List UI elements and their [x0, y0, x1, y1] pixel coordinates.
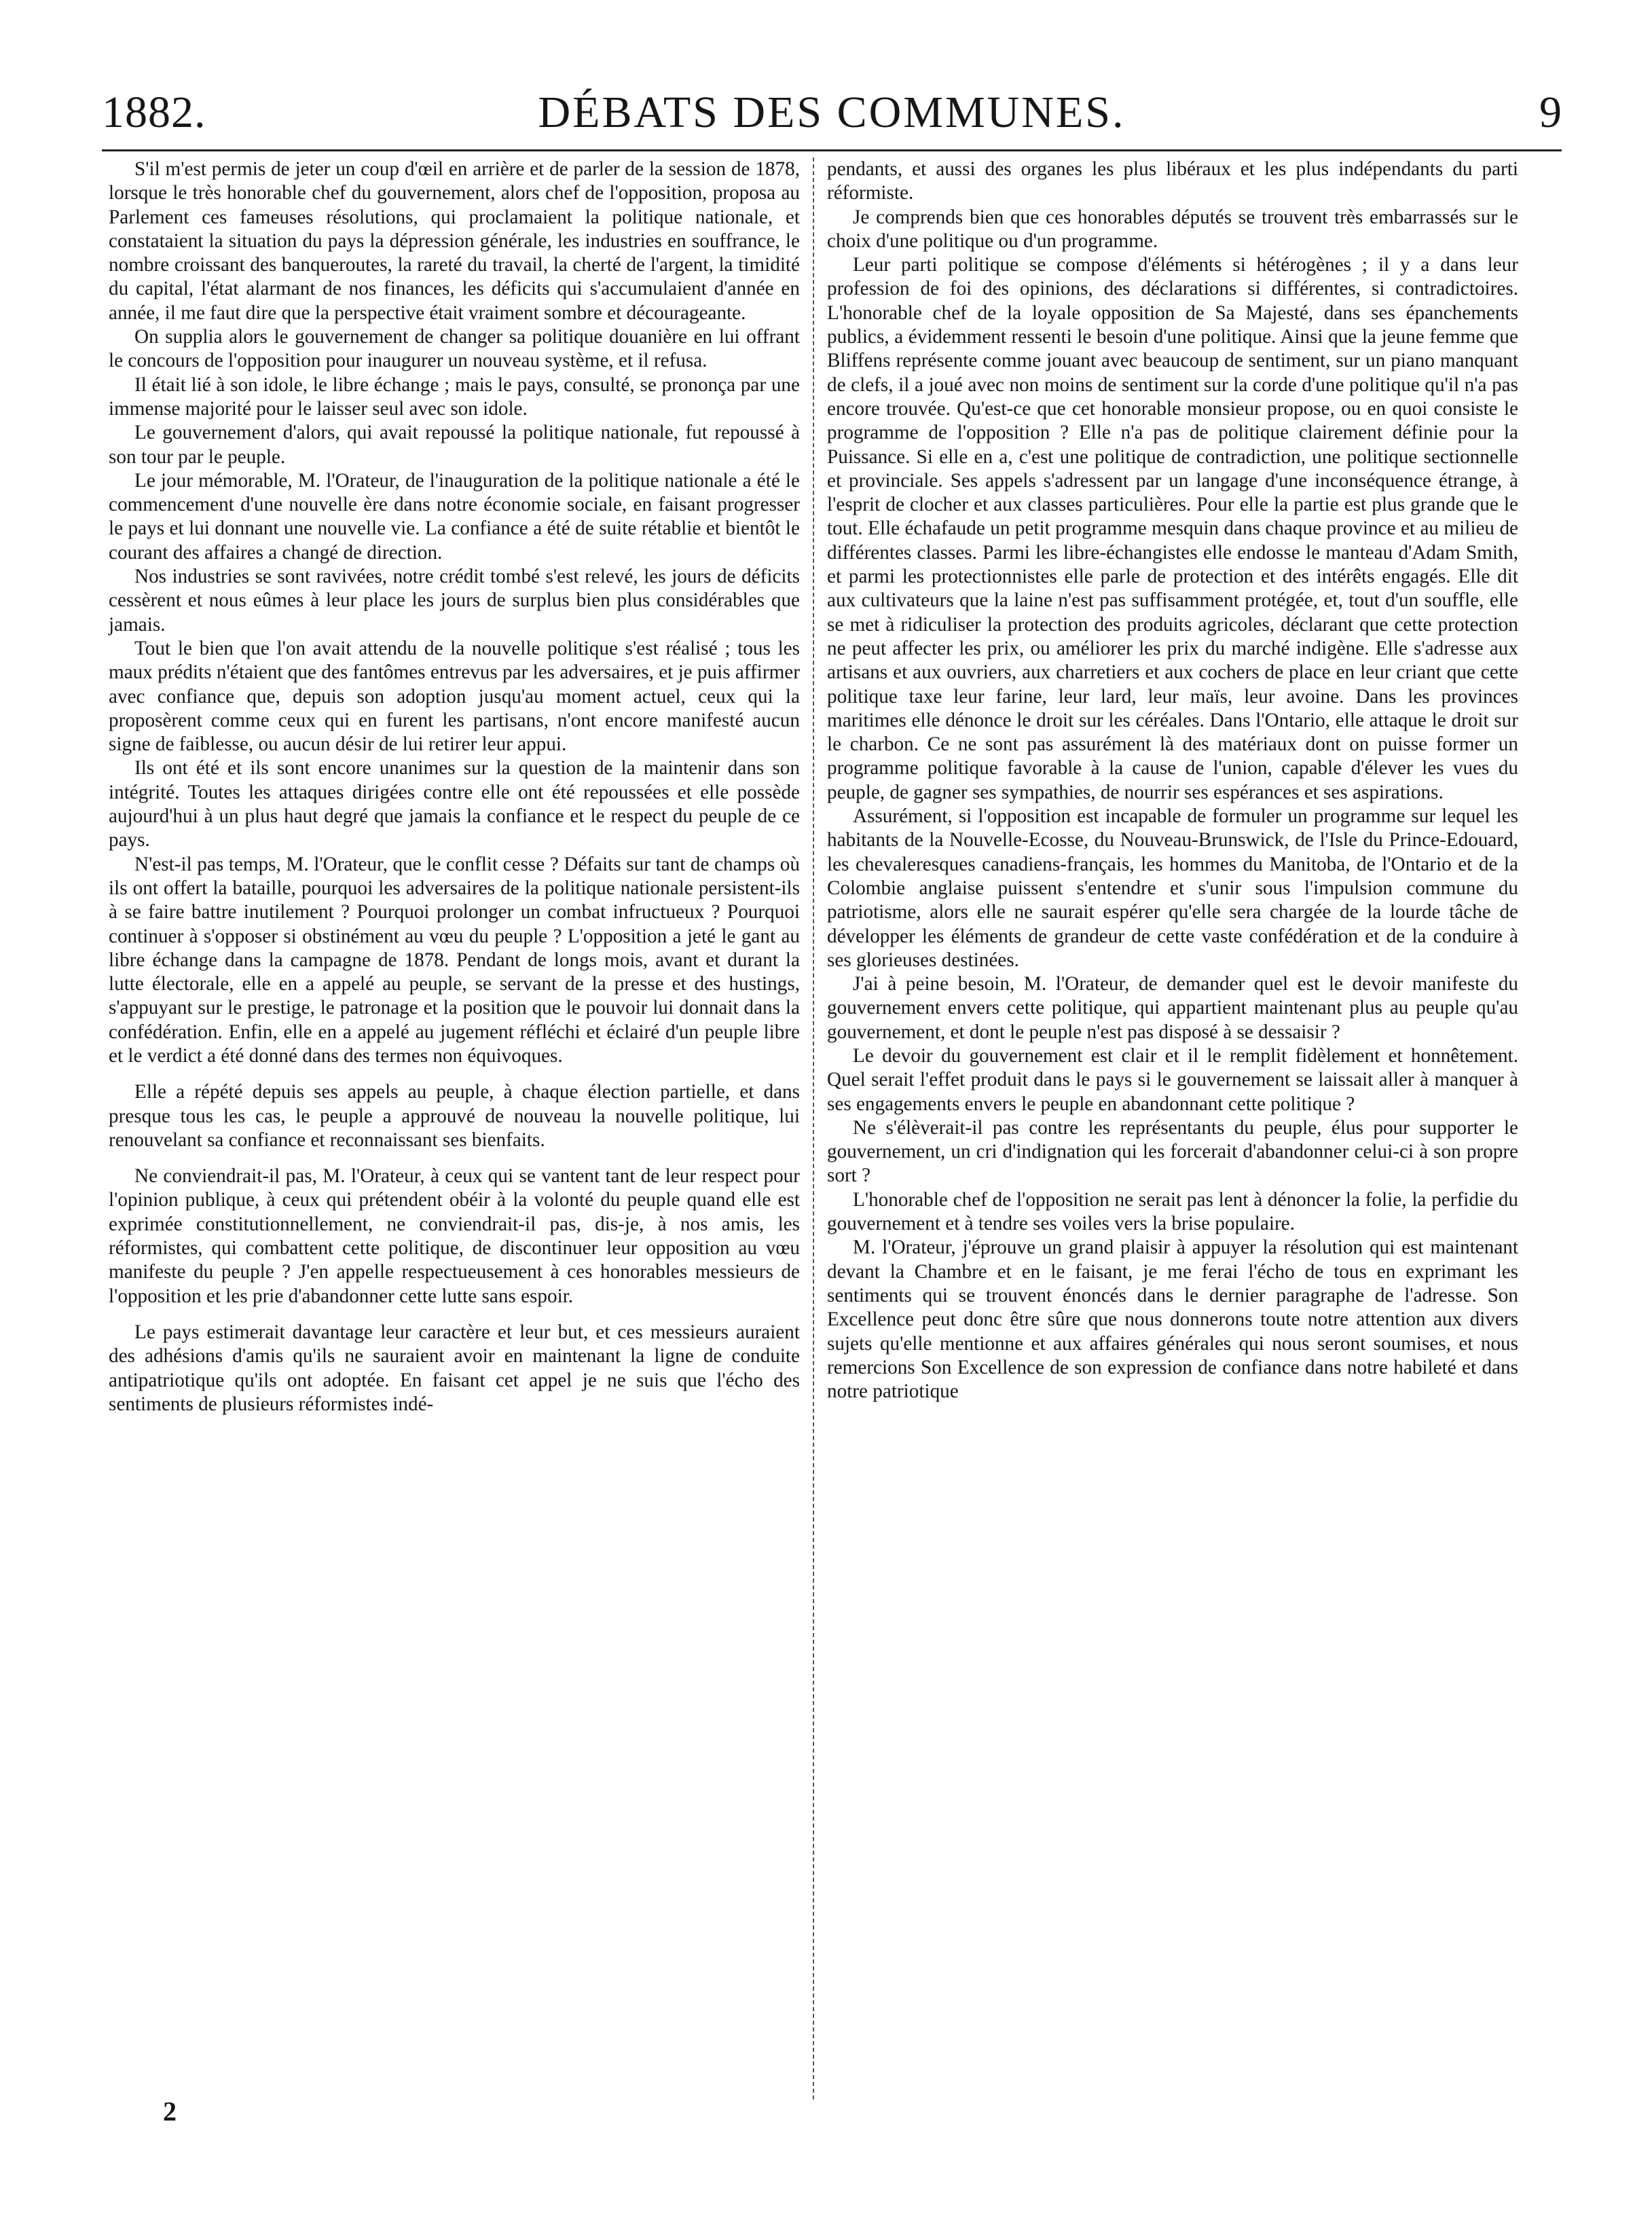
paragraph: Tout le bien que l'on avait attendu de la nouvelle politique s'est réalisé ; tous les maux prédits n'étaient que des fantômes entrevus par les adversaires, et je puis affirmer avec confiance que, depuis son adoption jusqu'au moment actuel, ceux qui la proposèrent comme ceux qui en furent les partisans, n'ont encore manifesté aucun signe de faiblesse, ou aucun désir de lui retirer leur appui. — [109, 637, 800, 756]
paragraph: Le devoir du gouvernement est clair et il le remplit fidèlement et honnêtement. Quel serait l'effet produit dans le pays si le gouvernement se laissait aller à manquer à ses engagements envers le peuple en abandonnant cette politique ? — [827, 1044, 1518, 1115]
header-title: DÉBATS DES COMMUNES. — [538, 88, 1126, 137]
paragraph: Ne s'élèverait-il pas contre les représentants du peuple, élus pour supporter le gouvernement, un cri d'indignation qui les forcerait d'abandonner celui-ci à son propre sort ? — [827, 1116, 1518, 1187]
header-rule — [102, 149, 1562, 151]
paragraph: On supplia alors le gouvernement de changer sa politique douanière en lui offrant le concours de l'opposition pour inaugurer un nouveau système, et il refusa. — [109, 326, 800, 372]
page-header — [102, 87, 1562, 148]
header-year: 1882. — [102, 88, 206, 137]
paragraph: Le pays estimerait davantage leur caractère et leur but, et ces messieurs auraient des adhésions d'amis qu'ils ne sauraient avoir en maintenant la ligne de conduite antipatriotique qu'ils ont adoptée. En faisant cet appel je ne suis que l'écho des sentiments de plusieurs réformistes indé- — [109, 1321, 800, 1415]
paragraph: Il était lié à son idole, le libre échange ; mais le pays, consulté, se prononça par une immense majorité pour le laisser seul avec son idole. — [109, 373, 800, 420]
paragraph: J'ai à peine besoin, M. l'Orateur, de demander quel est le devoir manifeste du gouvernement envers cette politique, qui appartient maintenant plus au peuple qu'au gouvernement, et dont le peuple n'est pas disposé à se dessaisir ? — [827, 973, 1518, 1043]
column-divider — [813, 158, 814, 2099]
paragraph: Elle a répété depuis ses appels au peuple, à chaque élection partielle, et dans presque tous les cas, le peuple a approuvé de nouveau la nouvelle politique, lui renouvelant sa confiance et reconnaissant ses bienfaits. — [109, 1081, 800, 1151]
right-column — [827, 158, 1518, 1404]
paragraph: Le jour mémorable, M. l'Orateur, de l'inauguration de la politique nationale a été le commencement d'une nouvelle ère dans notre économie sociale, en faisant progresser le pays et lui donnant une nouvelle vie. La confiance a été de suite rétablie et bientôt le courant des affaires a changé de direction. — [109, 469, 800, 564]
left-column — [109, 158, 800, 1416]
paragraph: N'est-il pas temps, M. l'Orateur, que le conflit cesse ? Défaits sur tant de champs où ils ont offert la bataille, pourquoi les adversaires de la politique nationale persistent-ils à se faire battre inutilement ? Pourquoi prolonger un combat infructueux ? Pourquoi continuer à s'opposer si obstinément au vœu du peuple ? L'opposition a jeté le gant au libre échange dans la campagne de 1878. Pendant de longs mois, avant et durant la lutte électorale, elle en a appelé au peuple, se servant de la presse et des hustings, s'appuyant sur le prestige, le patronage et la position que le pouvoir lui donnait dans la confédération. Enfin, elle en a appelé au jugement réfléchi et éclairé d'un peuple libre et le verdict a été donné dans des termes non équivoques. — [109, 853, 800, 1067]
paragraph: Nos industries se sont ravivées, notre crédit tombé s'est relevé, les jours de déficits cessèrent et nous eûmes à leur place les jours de surplus bien plus considérables que jamais. — [109, 566, 800, 636]
paragraph: M. l'Orateur, j'éprouve un grand plaisir à appuyer la résolution qui est maintenant devant la Chambre et en le faisant, je me ferai l'écho de tous en exprimant les sentiments qui se trouvent énoncés dans le dernier paragraphe de l'adresse. Son Excellence peut donc être sûre que nous donnerons toute notre attention aux divers sujets qu'elle mentionne et aux affaires générales qui nous seront soumises, et nous remercions Son Excellence de son expression de confiance dans notre habileté et dans notre patriotique — [827, 1236, 1518, 1403]
paragraph: Assurément, si l'opposition est incapable de formuler un programme sur lequel les habitants de la Nouvelle-Ecosse, du Nouveau-Brunswick, de l'Isle du Prince-Edouard, les chevaleresques canadiens-français, les hommes du Manitoba, de l'Ontario et de la Colombie anglaise puissent s'entendre et s'unir sous l'impulsion commune du patriotisme, alors elle ne saurait espérer qu'elle sera chargée de la lourde tâche de développer les éléments de grandeur de cette vaste confédération et de la conduire à ses glorieuses destinées. — [827, 805, 1518, 971]
paragraph: Je comprends bien que ces honorables députés se trouvent très embarrassés sur le choix d'une politique ou d'un programme. — [827, 206, 1518, 252]
signature-mark: 2 — [163, 2096, 177, 2127]
paragraph: Leur parti politique se compose d'éléments si hétérogènes ; il y a dans leur profession de foi des opinions, des déclarations si différentes, si contradictoires. L'honorable chef de la loyale opposition de Sa Majesté, dans ses épanchements publics, a évidemment ressenti le besoin d'une politique. Ainsi que la jeune femme que Bliffens représente comme jouant avec beaucoup de sentiment, sur un piano manquant de clefs, il a joué avec non moins de sentiment sur la corde d'une politique qu'il n'a pas encore trouvée. Qu'est-ce que cet honorable monsieur propose, ou en quoi consiste le programme de l'opposition ? Elle n'a pas de politique clairement définie pour la Puissance. Si elle en a, c'est une politique de contradiction, une politique sectionnelle et provinciale. Ses appels s'adressent par un langage d'une inconséquence étrange, à l'esprit de clocher et aux classes particulières. Pour elle la partie est plus grande que le tout. Elle échafaude un petit programme mesquin dans chaque province et au milieu de différentes classes. Parmi les libre-échangistes elle endosse le manteau d'Adam Smith, et parmi les protectionnistes elle parle de protection et des intérêts engagés. Elle dit aux cultivateurs que la laine n'est pas suffisamment protégée, et, tout d'un souffle, elle se met à ridiculiser la protection des produits agricoles, déclarant que cette protection ne peut affecter les prix, ou améliorer les prix du marché indigène. Elle s'adresse aux artisans et aux ouvriers, aux charretiers et aux cochers de place en leur criant que cette politique taxe leur farine, leur lard, leur maïs, leur avoine. Dans les provinces maritimes elle dénonce le droit sur les céréales. Dans l'Ontario, elle attaque le droit sur le charbon. Ce ne sont pas assurément là des matériaux dont on puisse former un programme politique favorable à la cause de l'union, capable d'élever les vues du peuple, de gagner ses sympathies, de nourrir ses espérances et ses aspirations. — [827, 254, 1518, 803]
paragraph: L'honorable chef de l'opposition ne serait pas lent à dénoncer la folie, la perfidie du gouvernement et à tendre ses voiles vers la brise populaire. — [827, 1188, 1518, 1235]
header-page-number: 9 — [1539, 88, 1562, 137]
paragraph: S'il m'est permis de jeter un coup d'œil en arrière et de parler de la session de 1878, lorsque le très honorable chef du gouvernement, alors chef de l'opposition, proposa au Parlement ces fameuses résolutions, qui proclamaient la politique nationale, et constataient la situation du pays la dépression générale, les industries en souffrance, le nombre croissant des banqueroutes, la rareté du travail, la cherté de l'argent, la timidité du capital, l'état alarmant de nos finances, les déficits qui s'accumulaient d'année en année, il me faut dire que la perspective était vraiment sombre et décourageante. — [109, 158, 800, 324]
paragraph: Ils ont été et ils sont encore unanimes sur la question de la maintenir dans son intégrité. Toutes les attaques dirigées contre elle ont été repoussées et elle possède aujourd'hui à un plus haut degré que jamais la confiance et le respect du peuple de ce pays. — [109, 757, 800, 851]
paragraph: Ne conviendrait-il pas, M. l'Orateur, à ceux qui se vantent tant de leur respect pour l'opinion publique, à ceux qui prétendent obéir à la volonté du peuple quand elle est exprimée constitutionnellement, ne conviendrait-il pas, dis-je, à nos amis, les réformistes, qui combattent cette politique, de discontinuer leur opposition au vœu manifeste du peuple ? J'en appelle respectueusement à ces honorables messieurs de l'opposition et les prie d'abandonner cette lutte sans espoir. — [109, 1165, 800, 1307]
paragraph: pendants, et aussi des organes les plus libéraux et les plus indépendants du parti réformiste. — [827, 158, 1518, 204]
paragraph: Le gouvernement d'alors, qui avait repoussé la politique nationale, fut repoussé à son tour par le peuple. — [109, 422, 800, 468]
